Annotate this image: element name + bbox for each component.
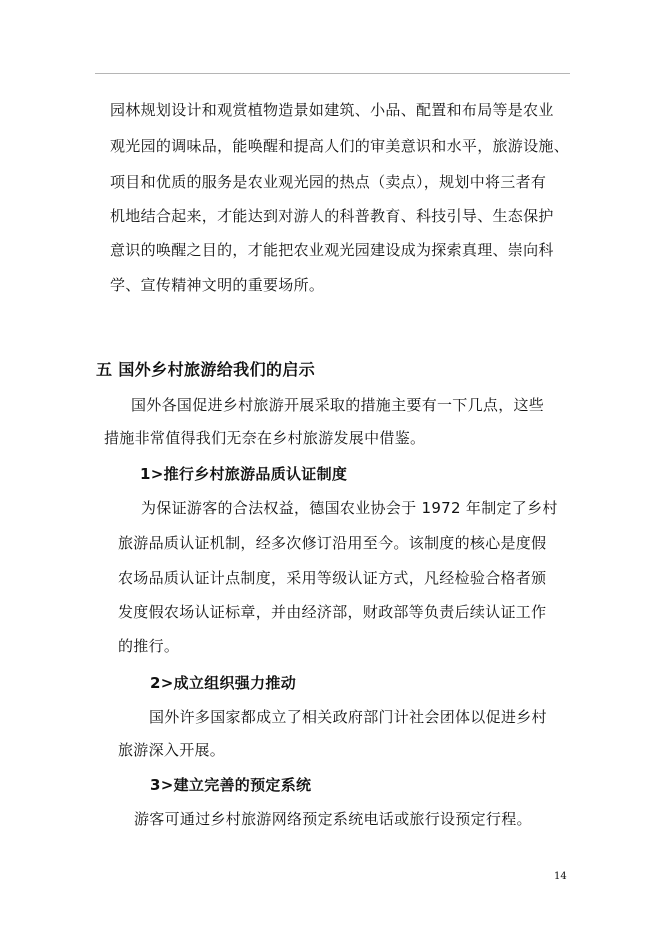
subsection-title: 1>推行乡村旅游品质认证制度	[140, 465, 348, 483]
paragraph-line: 学、宣传精神文明的重要场所。	[110, 276, 325, 294]
paragraph-line: 旅游深入开展。	[118, 741, 226, 759]
paragraph-line: 为保证游客的合法权益，德国农业协会于 1972 年制定了乡村	[141, 499, 558, 517]
paragraph-line: 观光园的调味品，能唤醒和提高人们的审美意识和水平，旅游设施、	[110, 137, 570, 155]
paragraph-line: 项目和优质的服务是农业观光园的热点（卖点），规划中将三者有	[110, 173, 547, 191]
paragraph-line: 的推行。	[118, 637, 180, 655]
paragraph-line: 意识的唤醒之目的，才能把农业观光园建设成为探索真理、崇向科	[110, 241, 554, 259]
section-heading: 五 国外乡村旅游给我们的启示	[96, 360, 316, 379]
paragraph-line: 国外各国促进乡村旅游开展采取的措施主要有一下几点，这些	[131, 396, 545, 414]
paragraph-line: 措施非常值得我们无奈在乡村旅游发展中借鉴。	[104, 429, 426, 447]
paragraph-line: 旅游品质认证机制，经多次修订沿用至今。该制度的核心是度假	[118, 534, 547, 552]
subsection-title: 3>建立完善的预定系统	[150, 776, 312, 794]
page-number: 14	[554, 871, 567, 882]
paragraph-line: 发度假农场认证标章，并由经济部，财政部等负责后续认证工作	[118, 603, 547, 621]
paragraph-line: 园林规划设计和观赏植物造景如建筑、小品、配置和布局等是农业	[110, 101, 554, 119]
subsection-title: 2>成立组织强力推动	[150, 674, 297, 692]
paragraph-line: 机地结合起来，才能达到对游人的科普教育、科技引导、生态保护	[110, 207, 554, 225]
paragraph-line: 国外许多国家都成立了相关政府部门计社会团体以促进乡村	[149, 708, 547, 726]
paragraph-line: 游客可通过乡村旅游网络预定系统电话或旅行设预定行程。	[134, 810, 532, 828]
header-rule	[95, 73, 570, 74]
paragraph-line: 农场品质认证计点制度，采用等级认证方式，凡经检验合格者颁	[118, 569, 547, 587]
